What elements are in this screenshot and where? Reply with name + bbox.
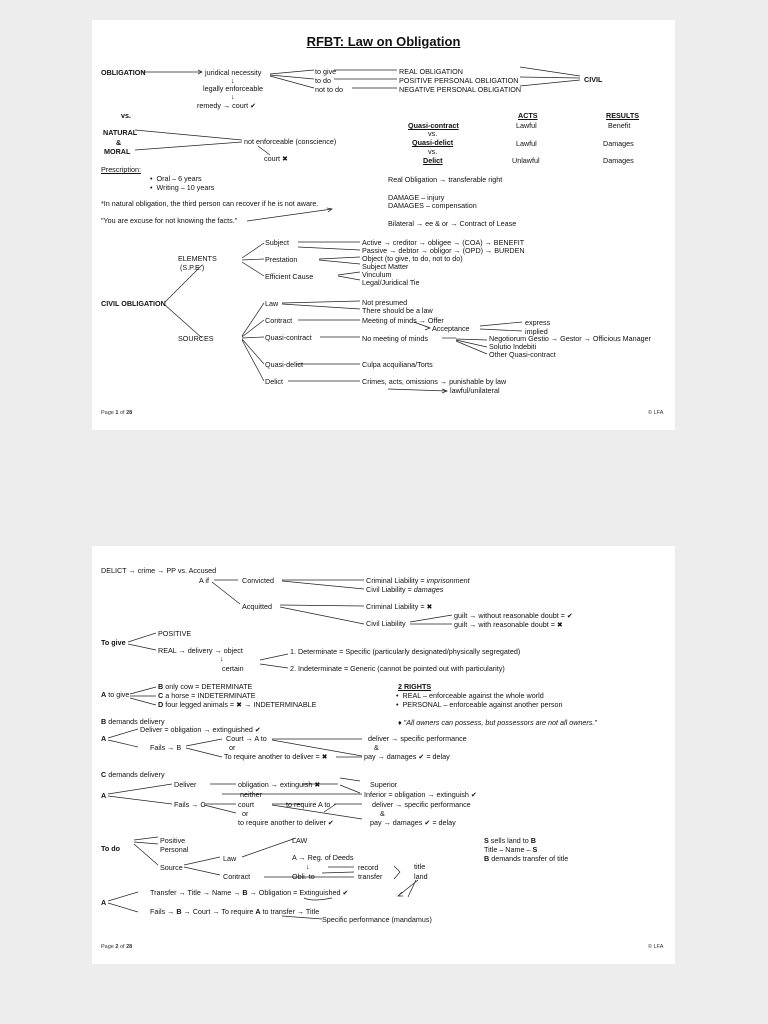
require-another-check: to require another to deliver ✔: [238, 818, 334, 827]
or: or: [229, 743, 236, 752]
document-title: RFBT: Law on Obligation: [306, 34, 461, 49]
to-do: to do: [315, 76, 331, 85]
prestation-object: Object (to give, to do, not to do): [362, 254, 463, 263]
positive: POSITIVE: [158, 629, 192, 638]
remedy-court: remedy → court ✔: [197, 101, 257, 110]
page-1: [92, 20, 675, 430]
to-give: to give: [315, 67, 337, 76]
vinculum: Vinculum: [362, 270, 392, 279]
inferior: Inferior = obligation → extinguish ✔: [364, 790, 477, 799]
criminal-liability-none: Criminal Liability = ✖: [366, 602, 433, 611]
ampersand: &: [374, 743, 379, 752]
neither: neither: [240, 790, 262, 799]
not-presumed: Not presumed: [362, 298, 408, 307]
prescription-writing: • Writing – 10 years: [150, 183, 215, 192]
acts-lawful: Lawful: [516, 121, 537, 130]
natural-obligation-note: *In natural obligation, the third person can recover if he is not aware.: [101, 199, 319, 208]
natural-label: NATURAL: [103, 128, 138, 137]
a-if: A if: [199, 576, 209, 585]
specific-performance: Specific performance (mandamus): [322, 915, 432, 924]
page-2: [92, 546, 675, 964]
page-number: Page 1 of 28: [101, 410, 133, 416]
c-demands-delivery: C demands delivery: [101, 770, 165, 779]
result-benefit: Benefit: [608, 121, 631, 130]
other-quasi-contract: Other Quasi-contract: [489, 350, 556, 359]
negative-personal-obligation: NEGATIVE PERSONAL OBLIGATION: [399, 85, 522, 94]
pay-damages: pay → damages ✔ = delay: [370, 818, 456, 827]
law: Law: [223, 854, 237, 863]
court: court: [238, 800, 254, 809]
two-rights: 2 RIGHTS: [398, 682, 432, 691]
vs-label: vs.: [121, 111, 131, 120]
deliver-specific: deliver → specific performance: [368, 734, 467, 743]
copyright: © LFA: [648, 410, 664, 416]
source-delict: Delict: [265, 377, 283, 386]
d-four-legged: D four legged animals = ✖ → INDETERMINABLE: [158, 700, 317, 709]
delict: Delict: [423, 156, 443, 165]
b-demands-transfer: B demands transfer of title: [484, 854, 569, 863]
delict-line: DELICT → crime → PP vs. Accused: [101, 566, 217, 575]
deliver-specific: deliver → specific performance: [372, 800, 471, 809]
to-do-label: To do: [101, 844, 121, 853]
positive: Positive: [160, 836, 186, 845]
damage-injury: DAMAGE – injury: [388, 193, 445, 202]
juridical-necessity: juridical necessity: [205, 68, 262, 77]
copyright: © LFA: [648, 944, 664, 950]
element-prestation: Prestation: [265, 255, 298, 264]
not-enforceable: not enforceable (conscience): [244, 137, 337, 146]
civil-obligation-label: CIVIL OBLIGATION: [101, 299, 166, 308]
negotiorum-gestio: Negotiorum Gestio → Gestor → Officious Manager: [489, 334, 652, 343]
s-sells-land: S sells land to B: [484, 836, 536, 845]
page-number: Page 2 of 28: [101, 944, 133, 950]
arrow-down: ↓: [231, 76, 235, 85]
title-name-s: Title – Name – S: [484, 845, 538, 854]
element-efficient-cause: Efficient Cause: [265, 272, 314, 281]
damages-compensation: DAMAGES – compensation: [388, 201, 477, 210]
source-quasi-contract: Quasi-contract: [265, 333, 312, 342]
active-subject: Active → creditor → obligee → (COA) → BENEFIT: [362, 238, 525, 247]
party-a: A: [101, 734, 107, 743]
solutio-indebiti: Solutio Indebiti: [489, 342, 537, 351]
require-another-x: To require another to deliver = ✖: [224, 752, 328, 761]
moral-label: MORAL: [104, 147, 131, 156]
guilt-with-doubt: guilt → with reasonable doubt = ✖: [454, 620, 563, 629]
real-obligation-right: Real Obligation → transferable right: [388, 175, 503, 184]
real-right: • REAL – enforceable against the whole world: [396, 691, 544, 700]
result-damages: Damages: [603, 156, 634, 165]
land: land: [414, 872, 428, 881]
civil-liability-2: Civil Liability: [366, 619, 406, 628]
lawful-unilateral: lawful/unilateral: [450, 386, 500, 395]
element-subject: Subject: [265, 238, 289, 247]
acceptance-implied: implied: [525, 327, 548, 336]
source-law: Law: [265, 299, 279, 308]
prescription-oral: • Oral – 6 years: [150, 174, 202, 183]
reg-of-deeds: A → Reg. of Deeds: [292, 853, 354, 862]
vs-small: vs.: [428, 147, 438, 156]
contract: Contract: [223, 872, 251, 881]
real-delivery: REAL → delivery → object: [158, 646, 243, 655]
result-damages: Damages: [603, 139, 634, 148]
quasi-contract: Quasi-contract: [408, 121, 459, 130]
a-to-give: A to give: [101, 690, 130, 699]
deliver-extinguished: Deliver = obligation → extinguished ✔: [140, 725, 261, 734]
spe-label: (S.P.E.): [180, 263, 205, 272]
c-a-horse: C a horse = INDETERMINATE: [158, 691, 256, 700]
bilateral-note: Bilateral → ee & or → Contract of Lease: [388, 219, 517, 228]
pay-damages: pay → damages ✔ = delay: [364, 752, 450, 761]
b-demands-delivery: B demands delivery: [101, 717, 165, 726]
party-a: A: [101, 791, 107, 800]
personal-right: • PERSONAL – enforceable against another person: [396, 700, 563, 709]
arrow-down: ↓: [306, 862, 310, 871]
acceptance: Acceptance: [432, 324, 470, 333]
meeting-of-minds: Meeting of minds → Offer: [362, 316, 444, 325]
obli-to: Obli. to: [292, 872, 315, 881]
court-x: court ✖: [264, 154, 288, 163]
subject-matter: Subject Matter: [362, 262, 409, 271]
ampersand: &: [116, 138, 122, 147]
deliver: Deliver: [174, 780, 197, 789]
determinate: 1. Determinate = Specific (particularly designated/physically segregated): [290, 647, 521, 656]
acts-unlawful: Unlawful: [512, 156, 540, 165]
legally-enforceable: legally enforceable: [203, 84, 263, 93]
acceptance-express: express: [525, 318, 551, 327]
prescription-heading: Prescription:: [101, 165, 141, 174]
not-to-do: not to do: [315, 85, 343, 94]
title: title: [414, 862, 426, 871]
culpa-acquiliana: Culpa acquiliana/Torts: [362, 360, 433, 369]
acts-header: ACTS: [518, 111, 538, 120]
transfer-line: Transfer → Title → Name → B → Obligation = Extinguished ✔: [150, 888, 349, 897]
superior: Superior: [370, 780, 398, 789]
to-give-label: To give: [101, 638, 126, 647]
civil-liability: Civil Liability = damages: [366, 585, 444, 594]
court-a-to: Court → A to: [226, 734, 267, 743]
passive-subject: Passive → debtor → obligor → (OPD) → BURDEN: [362, 246, 525, 255]
criminal-liability: Criminal Liability = imprisonment: [366, 576, 470, 585]
fails-b: Fails → B: [150, 743, 182, 752]
sources-label: SOURCES: [178, 334, 214, 343]
should-be-law: There should be a law: [362, 306, 433, 315]
fails-line: Fails → B → Court → To require A to transfer → Title: [150, 907, 320, 916]
b-only-cow: B only cow = DETERMINATE: [158, 682, 253, 691]
legal-tie: Legal/Juridical Tie: [362, 278, 420, 287]
arrow-down: ↓: [220, 654, 224, 663]
ampersand: &: [380, 809, 385, 818]
source: Source: [160, 863, 183, 872]
quasi-delict: Quasi-delict: [412, 138, 454, 147]
indeterminate: 2. Indeterminate = Generic (cannot be pointed out with particularity): [290, 664, 505, 673]
crimes-acts: Crimes, acts, omissions → punishable by law: [362, 377, 507, 386]
source-contract: Contract: [265, 316, 293, 325]
elements-label: ELEMENTS: [178, 254, 217, 263]
results-header: RESULTS: [606, 111, 640, 120]
acts-lawful: Lawful: [516, 139, 537, 148]
personal: Personal: [160, 845, 189, 854]
obligation-label: OBLIGATION: [101, 68, 146, 77]
source-quasi-delict: Quasi-delict: [265, 360, 303, 369]
law-cap: LAW: [292, 836, 308, 845]
real-obligation: REAL OBLIGATION: [399, 67, 463, 76]
guilt-without-doubt: guilt → without reasonable doubt = ✔: [454, 611, 573, 620]
no-meeting-of-minds: No meeting of minds: [362, 334, 428, 343]
acquitted: Acquitted: [242, 602, 272, 611]
fails-c: Fails → C: [174, 800, 206, 809]
or: or: [242, 809, 249, 818]
convicted: Convicted: [242, 576, 274, 585]
transfer: transfer: [358, 872, 383, 881]
arrow-down: ↓: [231, 92, 235, 101]
certain: certain: [222, 664, 244, 673]
vs-small: vs.: [428, 129, 438, 138]
to-require-a: to require A to: [286, 800, 331, 809]
owners-quote: ♦ "All owners can possess, but possessors are not all owners.": [398, 718, 597, 727]
record: record: [358, 863, 379, 872]
party-a: A: [101, 898, 107, 907]
obligation-extinguish-x: obligation → extinguish ✖: [238, 780, 321, 789]
civil-label: CIVIL: [584, 75, 603, 84]
positive-personal-obligation: POSITIVE PERSONAL OBLIGATION: [399, 76, 519, 85]
excuse-note: "You are excuse for not knowing the facts.": [101, 216, 238, 225]
